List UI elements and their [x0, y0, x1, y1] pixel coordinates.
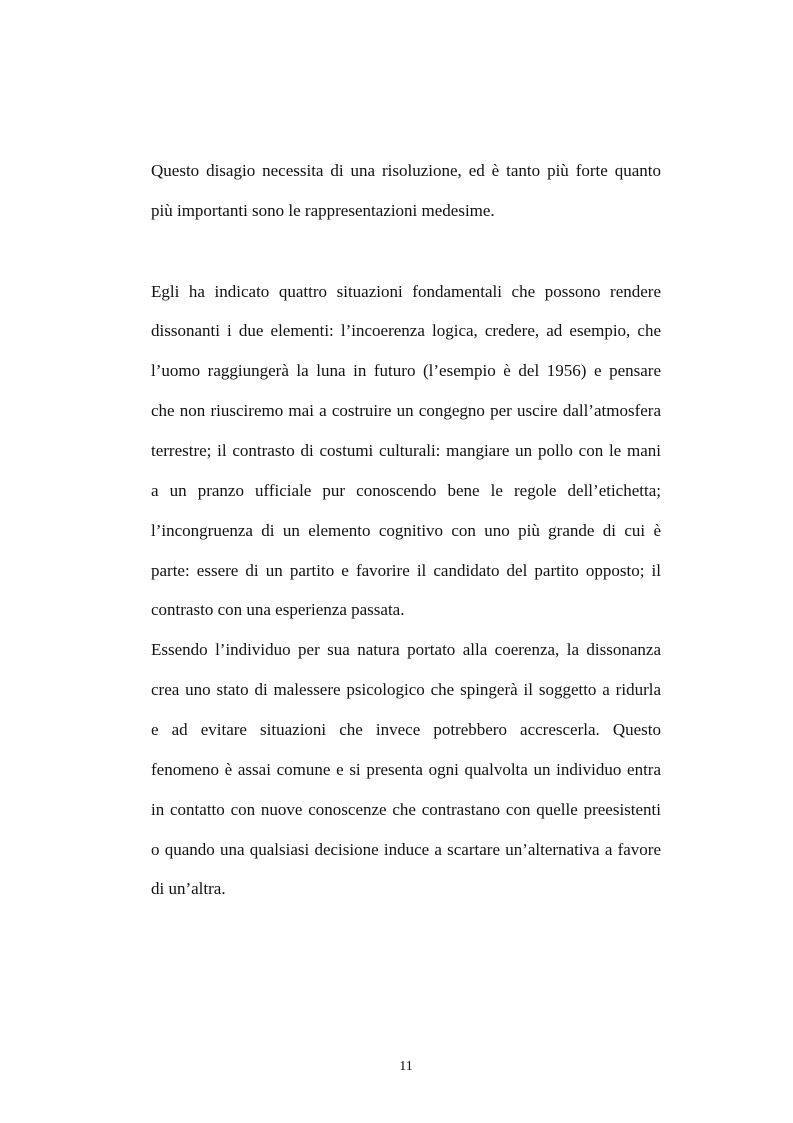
- paragraph-2-line-9: contrasto con una esperienza passata.: [151, 600, 405, 619]
- paragraph-2-line-7: l’incongruenza di un elemento cognitivo con uno più grande di cui è: [151, 521, 661, 540]
- paragraph-2-line-6: a un pranzo ufficiale pur conoscendo bene le regole dell’etichetta;: [151, 481, 661, 500]
- paragraph-3-line-4: fenomeno è assai comune e si presenta ogni qualvolta un individuo entra: [151, 760, 661, 779]
- paragraph-3-line-2: crea uno stato di malessere psicologico che spingerà il soggetto a ridurla: [151, 680, 661, 699]
- paragraph-3-line-3: e ad evitare situazioni che invece potrebbero accrescerla. Questo: [151, 720, 661, 739]
- paragraph-2-line-3: l’uomo raggiungerà la luna in futuro (l’esempio è del 1956) e pensare: [151, 361, 661, 380]
- paragraph-2-line-5: terrestre; il contrasto di costumi culturali: mangiare un pollo con le mani: [151, 441, 661, 460]
- page-number: 11: [399, 1059, 413, 1074]
- paragraph-2-line-2: dissonanti i due elementi: l’incoerenza logica, credere, ad esempio, che: [151, 321, 661, 340]
- paragraph-3-line-1: Essendo l’individuo per sua natura portato alla coerenza, la dissonanza: [151, 640, 661, 659]
- paragraph-1-line-2: più importanti sono le rappresentazioni medesime.: [151, 201, 495, 220]
- paragraph-2-line-1: Egli ha indicato quattro situazioni fondamentali che possono rendere: [151, 282, 661, 301]
- paragraph-3-line-5: in contatto con nuove conoscenze che contrastano con quelle preesistenti: [151, 800, 661, 819]
- paragraph-2-line-4: che non riusciremo mai a costruire un congegno per uscire dall’atmosfera: [151, 401, 661, 420]
- paragraph-3-line-7: di un’altra.: [151, 879, 226, 898]
- paragraph-2-line-8: parte: essere di un partito e favorire il candidato del partito opposto; il: [151, 561, 661, 580]
- paragraph-1-line-1: Questo disagio necessita di una risoluzione, ed è tanto più forte quanto: [151, 161, 661, 180]
- paragraph-3-line-6: o quando una qualsiasi decisione induce a scartare un’alternativa a favore: [151, 840, 661, 859]
